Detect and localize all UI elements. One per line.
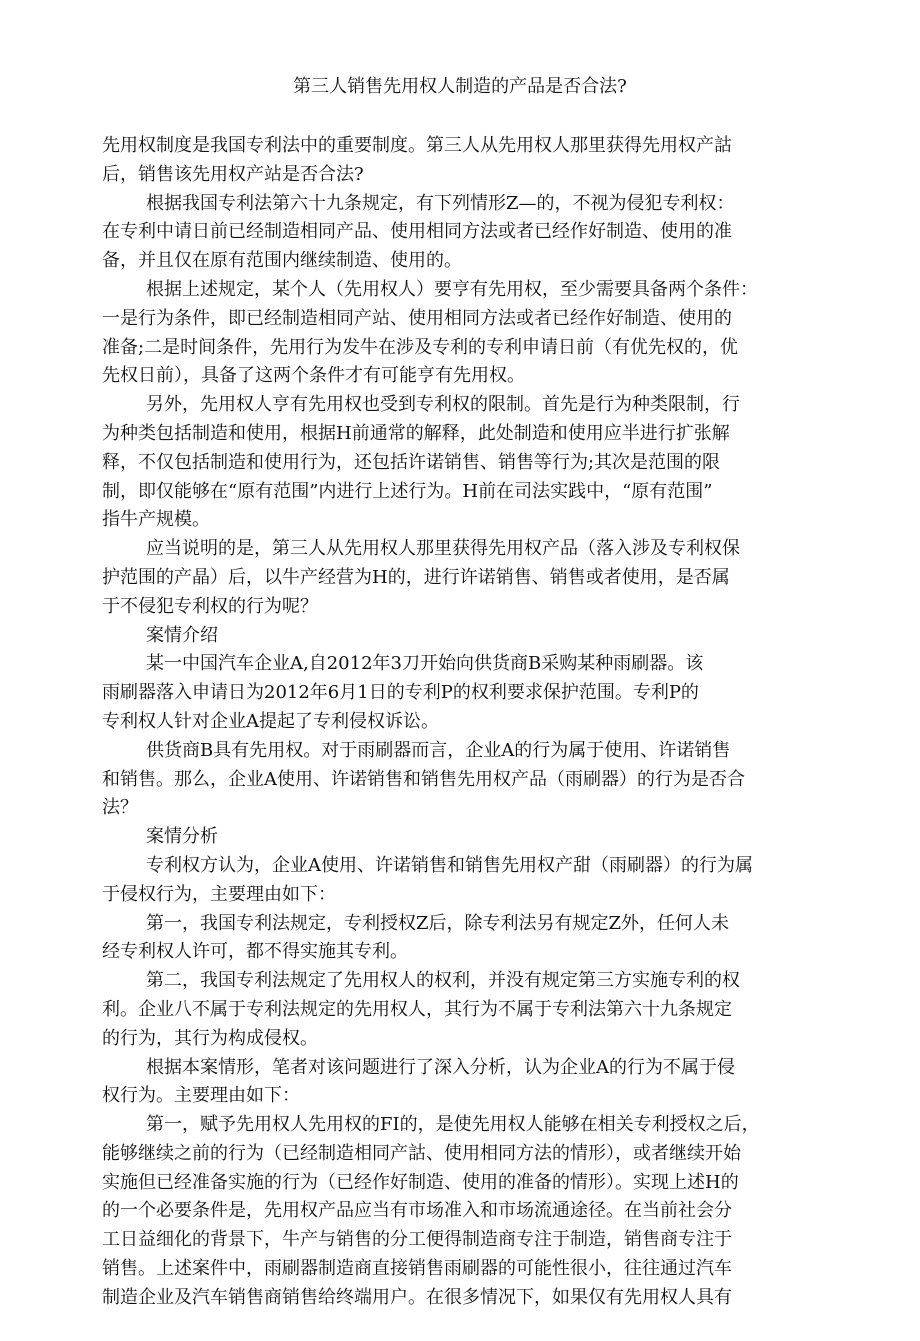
- text-line: 实施但已经准备实施的行为（已经作好制造、使用的准备的情形）。实现上述H的: [102, 1171, 739, 1193]
- text-line: 案情分析: [146, 826, 218, 848]
- text-line: 法？: [102, 797, 138, 819]
- text-line: 专利权方认为，企业A使用、许诺销售和销售先用权产甜（雨刷器）的行为属: [146, 854, 753, 876]
- text-line: 先权日前），具备了这两个条件才有可能亨有先用权。: [102, 365, 525, 387]
- text-line: 在专利中请日前已经制造相同产品、使用相同方法或者已经作好制造、使用的准: [102, 221, 732, 243]
- text-line: 和销售。那么，企业A使用、许诺销售和销售先用权产品（雨刷器）的行为是否合: [102, 768, 745, 790]
- text-line: 工日益细化的背景下，牛产与销售的分工便得制造商专注于制造，销售商专注于: [102, 1229, 732, 1251]
- text-line: 指牛产规模。: [102, 509, 210, 531]
- text-line: 应当说明的是，第三人从先用权人那里获得先用权产品（落入涉及专利权保: [146, 538, 740, 560]
- text-line: 制，即仅能够在“原有范围”内进行上述行为。H前在司法实践中，“原有范围”: [102, 480, 713, 502]
- text-line: 案情介绍: [146, 624, 218, 646]
- text-line: 先用权制度是我国专利法中的重要制度。第三人从先用权人那里获得先用权产詁: [102, 135, 732, 156]
- text-line: 专利权人针对企业A提起了专利侵权诉讼。: [102, 710, 439, 732]
- text-line: 一是行为条件，即已经制造相同产站、使用相同方法或者已经作好制造、使用的: [102, 307, 732, 329]
- text-line: 护范围的产晶）后，以牛产经营为H的，进行许诺销售、销售或者使用，是否属: [102, 566, 730, 588]
- text-line: 第一，我国专利法规定，专利授权Z后，除专利法另有规定Z外，任何人未: [146, 912, 730, 934]
- text-line: 根据本案情形，笔者对该问题进行了深入分析，认为企业A的行为不属于侵: [146, 1056, 735, 1078]
- text-line: 为种类包括制造和使用，根据H前通常的解释，此处制造和使用应半进行扩张解: [102, 422, 730, 444]
- text-line: 的一个必要条件是，先用权产品应当有市场准入和市场流通途径。在当前社会分: [102, 1200, 732, 1222]
- text-line: 后，销售该先用权产站是否合法?: [102, 163, 364, 185]
- text-line: 雨刷器落入申请日为2012年6月1日的专利P的权利要求保护范围。专利P的: [102, 682, 699, 704]
- text-line: 供货商B具有先用权。对于雨刷器而言，企业A的行为属于使用、许诺销售: [146, 739, 731, 761]
- document-body: [102, 132, 817, 1313]
- text-line: 权行为。主要理由如下：: [102, 1085, 300, 1107]
- text-line: 备，并且仅在原有范围内继续制造、使用的。: [102, 250, 462, 272]
- text-line: 能够继续之前的行为（已经制造相同产詁、使用相同方法的情形），或者继续开始: [102, 1142, 741, 1164]
- text-line: 利。企业八不属于专利法规定的先用权人，其行为不属于专利法第六十九条规定: [102, 998, 732, 1020]
- text-line: 于侵权行为，主要理由如下：: [102, 883, 336, 905]
- text-line: 某一中国汽车企业A,自2012年3刀开始向供货商B采购某种雨刷器。该: [146, 653, 704, 675]
- text-line: 第二，我国专利法规定了先用权人的权利，并没有规定第三方实施专利的权: [146, 970, 740, 992]
- text-line: 的行为，其行为构成侵权。: [102, 1027, 318, 1049]
- text-line: 准备;二是时间条件，先用行为发牛在涉及专利的专利申请日前（有优先权的，优: [102, 336, 739, 358]
- text-line: 于不侵犯专利权的行为呢？: [102, 595, 318, 617]
- text-line: 经专利权人许可，都不得实施其专利。: [102, 941, 408, 963]
- text-line: 制造企业及汽车销售商销售给终端用户。在很多情况下，如果仅有先用权人具有: [102, 1286, 732, 1308]
- text-line: 销售。上述案件中，雨刷器制造商直接销售雨刷器的可能性很小，往往通过汽车: [102, 1258, 732, 1280]
- text-line: 释，不仅包括制造和使用行为，还包括许诺销售、销售等行为;其次是范围的限: [102, 451, 721, 473]
- document-title: 第三人销售先用权人制造的产品是否合法?: [293, 76, 627, 97]
- text-line: 根据上述规定，某个人（先用权人）要亨有先用权，至少需要具备两个条件：: [146, 278, 758, 300]
- text-line: 根据我国专利法第六十九条规定，有下列情形Z—的，不视为侵犯专利权：: [146, 192, 735, 214]
- text-line: 第一，赋予先用权人先用权的FI的，是使先用权人能够在相关专利授权之后，: [146, 1114, 760, 1136]
- text-line: 另外，先用权人亨有先用权也受到专利权的限制。首先是行为种类限制，行: [146, 394, 740, 416]
